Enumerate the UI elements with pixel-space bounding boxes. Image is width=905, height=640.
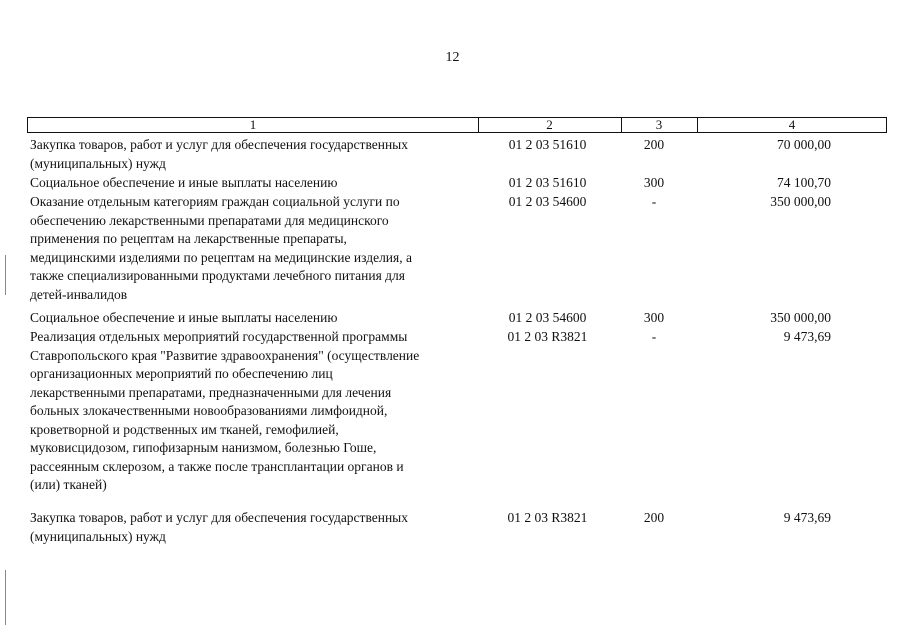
row-amount: 350 000,00 bbox=[770, 194, 831, 209]
row-code: 01 2 03 54600 bbox=[508, 194, 587, 209]
row-type: 200 bbox=[643, 510, 665, 525]
row-amount: 70 000,00 bbox=[777, 137, 831, 152]
row-type: 200 bbox=[643, 137, 665, 152]
row-description: Социальное обеспечение и иные выплаты населению bbox=[30, 175, 338, 190]
row-amount: 74 100,70 bbox=[777, 175, 831, 190]
page-number: 12 bbox=[445, 50, 460, 65]
row-description: Закупка товаров, работ и услуг для обеспечения государственных (муниципальных) нужд bbox=[30, 137, 409, 171]
row-amount: 9 473,69 bbox=[783, 510, 831, 525]
row-description: Реализация отдельных мероприятий государственной программы Ставропольского края "Развитие здравоохранения" (осуществление организационных мероприятий по обеспечению лиц лекарственными препаратами, предназначенными для лечения больных злокачественными новообразованиями лимфоидной, кроветворной и родственных им тканей, гемофилией, муковисцидозом, гипофизарным нанизмом, болезнью Гоше, рассеянным склерозом, а также после трансплантации органов и (или) тканей) bbox=[30, 329, 420, 492]
row-code: 01 2 03 54600 bbox=[508, 310, 587, 325]
row-type: 300 bbox=[643, 175, 665, 190]
row-type: - bbox=[651, 194, 657, 209]
row-code: 01 2 03 51610 bbox=[508, 137, 587, 152]
column-header-amount: 4 bbox=[788, 117, 796, 132]
column-header-description: 1 bbox=[28, 118, 479, 132]
row-amount: 350 000,00 bbox=[770, 310, 831, 325]
row-description: Закупка товаров, работ и услуг для обеспечения государственных (муниципальных) нужд bbox=[30, 510, 409, 544]
row-code: 01 2 03 R3821 bbox=[507, 510, 588, 525]
row-description: Социальное обеспечение и иные выплаты населению bbox=[30, 310, 338, 325]
row-code: 01 2 03 R3821 bbox=[507, 329, 588, 344]
column-header-type: 3 bbox=[621, 118, 698, 132]
column-header-code: 2 bbox=[478, 118, 622, 132]
table-header bbox=[27, 117, 887, 133]
row-code: 01 2 03 51610 bbox=[508, 175, 587, 190]
scan-margin-mark bbox=[5, 570, 6, 625]
row-type: 300 bbox=[643, 310, 665, 325]
scan-margin-mark bbox=[5, 255, 6, 295]
row-description: Оказание отдельным категориям граждан социальной услуги по обеспечению лекарственными препаратами для медицинского применения по рецептам на лекарственные препараты, медицинскими изделиями по рецептам на медицинские изделия, а также специализированными продуктами лечебного питания для детей-инвалидов bbox=[30, 194, 412, 302]
row-type: - bbox=[651, 329, 657, 344]
row-amount: 9 473,69 bbox=[783, 329, 831, 344]
